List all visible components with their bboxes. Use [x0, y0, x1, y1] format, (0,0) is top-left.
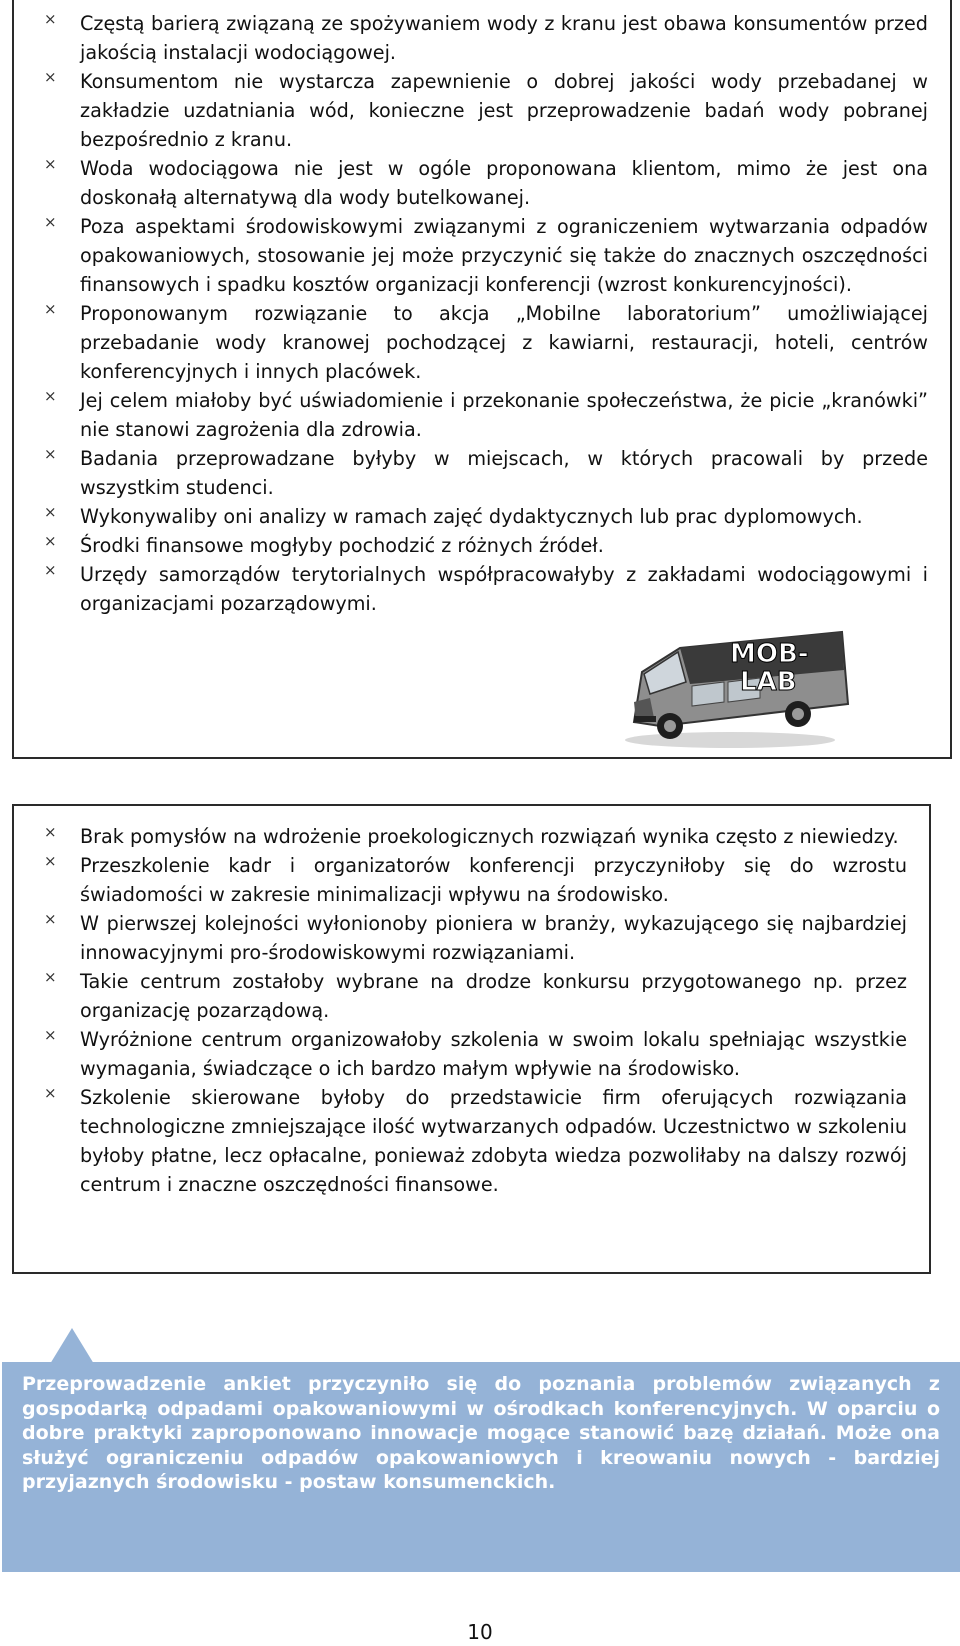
bullet-text: Urzędy samorządów terytorialnych współpracowałyby z zakładami wodociągowymi i organizacjami pozarządowymi.: [80, 563, 928, 615]
callout-pointer: [50, 1328, 94, 1364]
bullet-mark-icon: ×: [44, 445, 57, 463]
summary-callout: [2, 1362, 960, 1572]
bullet-item: [36, 851, 907, 909]
bullet-text: Woda wodociągowa nie jest w ogóle proponowana klientom, mimo że jest ona doskonałą alternatywą dla wody butelkowanej.: [80, 157, 928, 209]
bullet-text: Brak pomysłów na wdrożenie proekologicznych rozwiązań wynika często z niewiedzy.: [80, 825, 899, 848]
info-box-training: [12, 804, 931, 1274]
bullet-item: [36, 212, 928, 299]
bus-label-line1: MOB-: [730, 639, 809, 669]
bullet-mark-icon: ×: [44, 300, 57, 318]
bullet-text: Wyróżnione centrum organizowałoby szkolenia w swoim lokalu spełniając wszystkie wymagania, świadczące o ich bardzo małym wpływie na środowisko.: [80, 1028, 907, 1080]
bullet-mark-icon: ×: [44, 910, 57, 928]
bullet-item: [36, 154, 928, 212]
bullet-mark-icon: ×: [44, 532, 57, 550]
bullet-item: [36, 299, 928, 386]
bullet-mark-icon: ×: [44, 852, 57, 870]
bullet-list-training: [36, 822, 907, 1199]
bullet-mark-icon: ×: [44, 10, 57, 28]
bullet-text: Konsumentom nie wystarcza zapewnienie o dobrej jakości wody przebadanej w zakładzie uzdatniania wód, konieczne jest przeprowadzenie badań wody pobranej bezpośrednio z kranu.: [80, 70, 928, 151]
bullet-item: [36, 909, 907, 967]
bullet-item: [36, 9, 928, 67]
bullet-mark-icon: ×: [44, 968, 57, 986]
bullet-mark-icon: ×: [44, 155, 57, 173]
bullet-item: [36, 1083, 907, 1199]
bullet-text: Wykonywaliby oni analizy w ramach zajęć dydaktycznych lub prac dyplomowych.: [80, 505, 863, 528]
bus-label-line2: LAB: [740, 667, 797, 697]
bullet-item: [36, 502, 928, 531]
bullet-item: [36, 531, 928, 560]
bullet-item: [36, 560, 928, 618]
bullet-mark-icon: ×: [44, 213, 57, 231]
bullet-item: [36, 1025, 907, 1083]
mobile-lab-bus-icon: [620, 630, 850, 750]
bullet-mark-icon: ×: [44, 561, 57, 579]
page-number: 10: [467, 1620, 493, 1644]
bullet-item: [36, 822, 907, 851]
bullet-item: [36, 67, 928, 154]
bullet-text: Proponowanym rozwiązanie to akcja „Mobilne laboratorium” umożliwiającej przebadanie wody kranowej pochodzącej z kawiarni, restauracji, hoteli, centrów konferencyjnych i innych placówek.: [80, 302, 928, 383]
bullet-text: W pierwszej kolejności wyłonionoby pioniera w branży, wykazującego się najbardziej innowacyjnymi pro-środowiskowymi rozwiązaniami.: [80, 912, 907, 964]
bullet-text: Badania przeprowadzane byłyby w miejscach, w których pracowali by przede wszystkim studenci.: [80, 447, 928, 499]
bullet-text: Przeszkolenie kadr i organizatorów konferencji przyczyniłoby się do wzrostu świadomości w zakresie minimalizacji wpływu na środowisko.: [80, 854, 907, 906]
box-fade-area: [14, 1204, 929, 1274]
bullet-list-tap-water: [36, 9, 928, 618]
bullet-mark-icon: ×: [44, 503, 57, 521]
bullet-item: [36, 444, 928, 502]
bullet-text: Takie centrum zostałoby wybrane na drodze konkursu przygotowanego np. przez organizację pozarządową.: [80, 970, 907, 1022]
bullet-text: Szkolenie skierowane byłoby do przedstawicie firm oferujących rozwiązania technologiczne zmniejszające ilość wytwarzanych odpadów. Uczestnictwo w szkoleniu byłoby płatne, lecz opłacalne, ponieważ zdobyta wiedza pozwoliłaby na dalszy rozwój centrum i znaczne oszczędności finansowe.: [80, 1086, 907, 1196]
bullet-text: Częstą barierą związaną ze spożywaniem wody z kranu jest obawa konsumentów przed jakością instalacji wodociągowej.: [80, 12, 928, 64]
bullet-text: Poza aspektami środowiskowymi związanymi z ograniczeniem wytwarzania odpadów opakowaniowych, stosowanie jej może przyczynić się także do znacznych oszczędności finansowych i spadku kosztów organizacji konferencji (wzrost konkurencyjności).: [80, 215, 928, 296]
bullet-item: [36, 386, 928, 444]
bullet-mark-icon: ×: [44, 1084, 57, 1102]
bullet-text: Jej celem miałoby być uświadomienie i przekonanie społeczeństwa, że picie „kranówki” nie stanowi zagrożenia dla zdrowia.: [80, 389, 928, 441]
bullet-item: [36, 967, 907, 1025]
bullet-text: Środki finansowe mogłyby pochodzić z różnych źródeł.: [80, 534, 604, 557]
summary-text: Przeprowadzenie ankiet przyczyniło się do poznania problemów związanych z gospodarką odpadami opakowaniowymi w ośrodkach konferencyjnych. W oparciu o dobre praktyki zaproponowano innowacje mogące stanowić bazę działań. Może ona służyć ograniczeniu odpadów opakowaniowych i kreowaniu nowych - bardziej przyjaznych środowisku - postaw konsumenckich.: [22, 1373, 940, 1493]
bullet-mark-icon: ×: [44, 68, 57, 86]
bullet-mark-icon: ×: [44, 1026, 57, 1044]
bullet-mark-icon: ×: [44, 823, 57, 841]
bullet-mark-icon: ×: [44, 387, 57, 405]
